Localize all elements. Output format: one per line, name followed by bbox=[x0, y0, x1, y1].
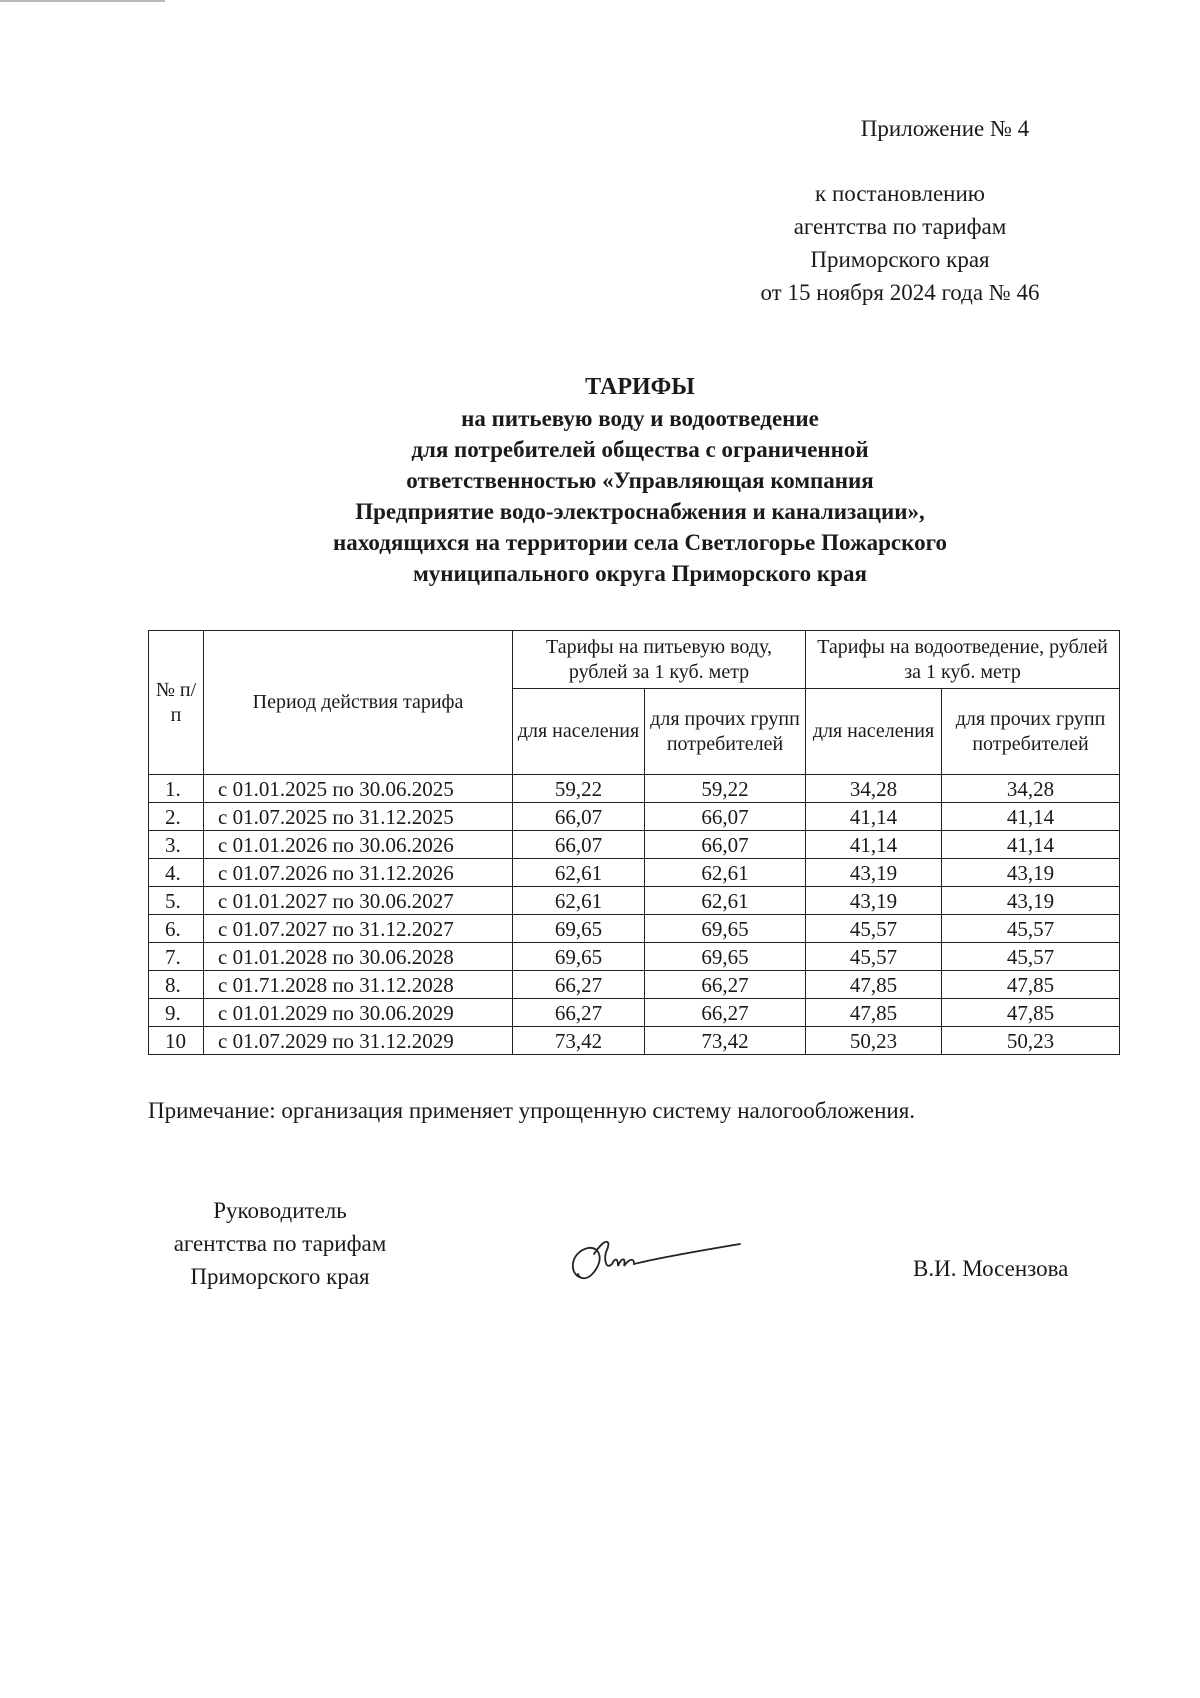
sewer-population-value: 34,28 bbox=[806, 775, 942, 803]
row-period: с 01.07.2029 по 31.12.2029 bbox=[204, 1027, 513, 1055]
sewer-other-value: 34,28 bbox=[942, 775, 1120, 803]
water-population-value: 62,61 bbox=[513, 887, 645, 915]
water-population-value: 62,61 bbox=[513, 859, 645, 887]
water-population-value: 66,07 bbox=[513, 831, 645, 859]
water-population-value: 59,22 bbox=[513, 775, 645, 803]
row-period: с 01.07.2025 по 31.12.2025 bbox=[204, 803, 513, 831]
row-period: с 01.07.2027 по 31.12.2027 bbox=[204, 915, 513, 943]
water-other-value: 62,61 bbox=[645, 887, 806, 915]
sewer-other-value: 45,57 bbox=[942, 943, 1120, 971]
header-sewer-population: для населения bbox=[806, 689, 942, 775]
sewer-population-value: 47,85 bbox=[806, 971, 942, 999]
heading-line: ответственностью «Управляющая компания bbox=[406, 468, 874, 493]
row-number: 6. bbox=[149, 915, 204, 943]
sewer-population-value: 43,19 bbox=[806, 887, 942, 915]
sewer-other-value: 45,57 bbox=[942, 915, 1120, 943]
tariff-table bbox=[148, 630, 1120, 1055]
row-number: 10 bbox=[149, 1027, 204, 1055]
sewer-other-value: 43,19 bbox=[942, 859, 1120, 887]
table-row bbox=[149, 1027, 1120, 1055]
water-population-value: 69,65 bbox=[513, 943, 645, 971]
scan-edge-line bbox=[0, 0, 165, 2]
signer-name: В.И. Мосензова bbox=[913, 1256, 1069, 1281]
sewer-population-value: 50,23 bbox=[806, 1027, 942, 1055]
appendix-title: Приложение № 4 bbox=[860, 116, 1030, 141]
row-period: с 01.01.2028 по 30.06.2028 bbox=[204, 943, 513, 971]
header-group-water: Тарифы на питьевую воду, рублей за 1 куб. метр bbox=[513, 631, 806, 689]
water-other-value: 62,61 bbox=[645, 859, 806, 887]
table-row bbox=[149, 831, 1120, 859]
heading-line: муниципального округа Приморского края bbox=[413, 561, 867, 586]
row-period: с 01.01.2029 по 30.06.2029 bbox=[204, 999, 513, 1027]
sewer-population-value: 45,57 bbox=[806, 943, 942, 971]
water-population-value: 66,27 bbox=[513, 999, 645, 1027]
row-number: 2. bbox=[149, 803, 204, 831]
document-heading bbox=[200, 372, 1080, 589]
sewer-other-value: 41,14 bbox=[942, 803, 1120, 831]
heading-line: на питьевую воду и водоотведение bbox=[461, 406, 819, 431]
row-number: 8. bbox=[149, 971, 204, 999]
sewer-population-value: 47,85 bbox=[806, 999, 942, 1027]
appendix-line: к постановлению bbox=[815, 181, 985, 206]
row-period: с 01.07.2026 по 31.12.2026 bbox=[204, 859, 513, 887]
signer-line: Руководитель bbox=[213, 1198, 347, 1223]
table-row bbox=[149, 803, 1120, 831]
table-row bbox=[149, 859, 1120, 887]
row-period: с 01.71.2028 по 31.12.2028 bbox=[204, 971, 513, 999]
water-population-value: 73,42 bbox=[513, 1027, 645, 1055]
row-number: 4. bbox=[149, 859, 204, 887]
water-other-value: 66,27 bbox=[645, 999, 806, 1027]
row-number: 7. bbox=[149, 943, 204, 971]
water-other-value: 69,65 bbox=[645, 943, 806, 971]
row-number: 3. bbox=[149, 831, 204, 859]
sewer-other-value: 41,14 bbox=[942, 831, 1120, 859]
signer-line: Приморского края bbox=[190, 1264, 370, 1289]
heading-title: ТАРИФЫ bbox=[585, 374, 695, 400]
header-group-sewer: Тарифы на водоотведение, рублей за 1 куб. метр bbox=[806, 631, 1120, 689]
table-row bbox=[149, 971, 1120, 999]
tariff-table-body bbox=[149, 775, 1120, 1055]
water-population-value: 66,07 bbox=[513, 803, 645, 831]
water-other-value: 69,65 bbox=[645, 915, 806, 943]
heading-line: для потребителей общества с ограниченной bbox=[411, 437, 869, 462]
sewer-population-value: 43,19 bbox=[806, 859, 942, 887]
heading-line: находящихся на территории села Светлогорье Пожарского bbox=[333, 530, 947, 555]
row-number: 5. bbox=[149, 887, 204, 915]
row-number: 9. bbox=[149, 999, 204, 1027]
sewer-other-value: 50,23 bbox=[942, 1027, 1120, 1055]
appendix-line: от 15 ноября 2024 года № 46 bbox=[760, 280, 1040, 305]
row-period: с 01.01.2025 по 30.06.2025 bbox=[204, 775, 513, 803]
water-population-value: 66,27 bbox=[513, 971, 645, 999]
sewer-other-value: 47,85 bbox=[942, 971, 1120, 999]
table-row bbox=[149, 999, 1120, 1027]
row-period: с 01.01.2027 по 30.06.2027 bbox=[204, 887, 513, 915]
row-period: с 01.01.2026 по 30.06.2026 bbox=[204, 831, 513, 859]
water-other-value: 59,22 bbox=[645, 775, 806, 803]
sewer-population-value: 41,14 bbox=[806, 803, 942, 831]
table-row bbox=[149, 915, 1120, 943]
header-sewer-other: для прочих групп потребителей bbox=[942, 689, 1120, 775]
row-number: 1. bbox=[149, 775, 204, 803]
sewer-population-value: 41,14 bbox=[806, 831, 942, 859]
heading-line: Предприятие водо-электроснабжения и канализации», bbox=[355, 499, 925, 524]
water-other-value: 73,42 bbox=[645, 1027, 806, 1055]
water-other-value: 66,07 bbox=[645, 803, 806, 831]
sewer-population-value: 45,57 bbox=[806, 915, 942, 943]
header-water-other: для прочих групп потребителей bbox=[645, 689, 806, 775]
water-other-value: 66,27 bbox=[645, 971, 806, 999]
table-row bbox=[149, 775, 1120, 803]
appendix-block bbox=[700, 112, 1100, 309]
header-period: Период действия тарифа bbox=[204, 631, 513, 775]
water-population-value: 69,65 bbox=[513, 915, 645, 943]
signer-block bbox=[145, 1194, 415, 1293]
sewer-other-value: 47,85 bbox=[942, 999, 1120, 1027]
water-other-value: 66,07 bbox=[645, 831, 806, 859]
header-num: № п/п bbox=[149, 631, 204, 775]
signer-line: агентства по тарифам bbox=[173, 1231, 387, 1256]
sewer-other-value: 43,19 bbox=[942, 887, 1120, 915]
table-row bbox=[149, 887, 1120, 915]
appendix-line: Приморского края bbox=[810, 247, 990, 272]
appendix-line: агентства по тарифам bbox=[793, 214, 1007, 239]
handwritten-signature bbox=[560, 1230, 760, 1300]
table-row bbox=[149, 943, 1120, 971]
note-text: Примечание: организация применяет упрощенную систему налогообложения. bbox=[148, 1098, 916, 1123]
header-water-population: для населения bbox=[513, 689, 645, 775]
